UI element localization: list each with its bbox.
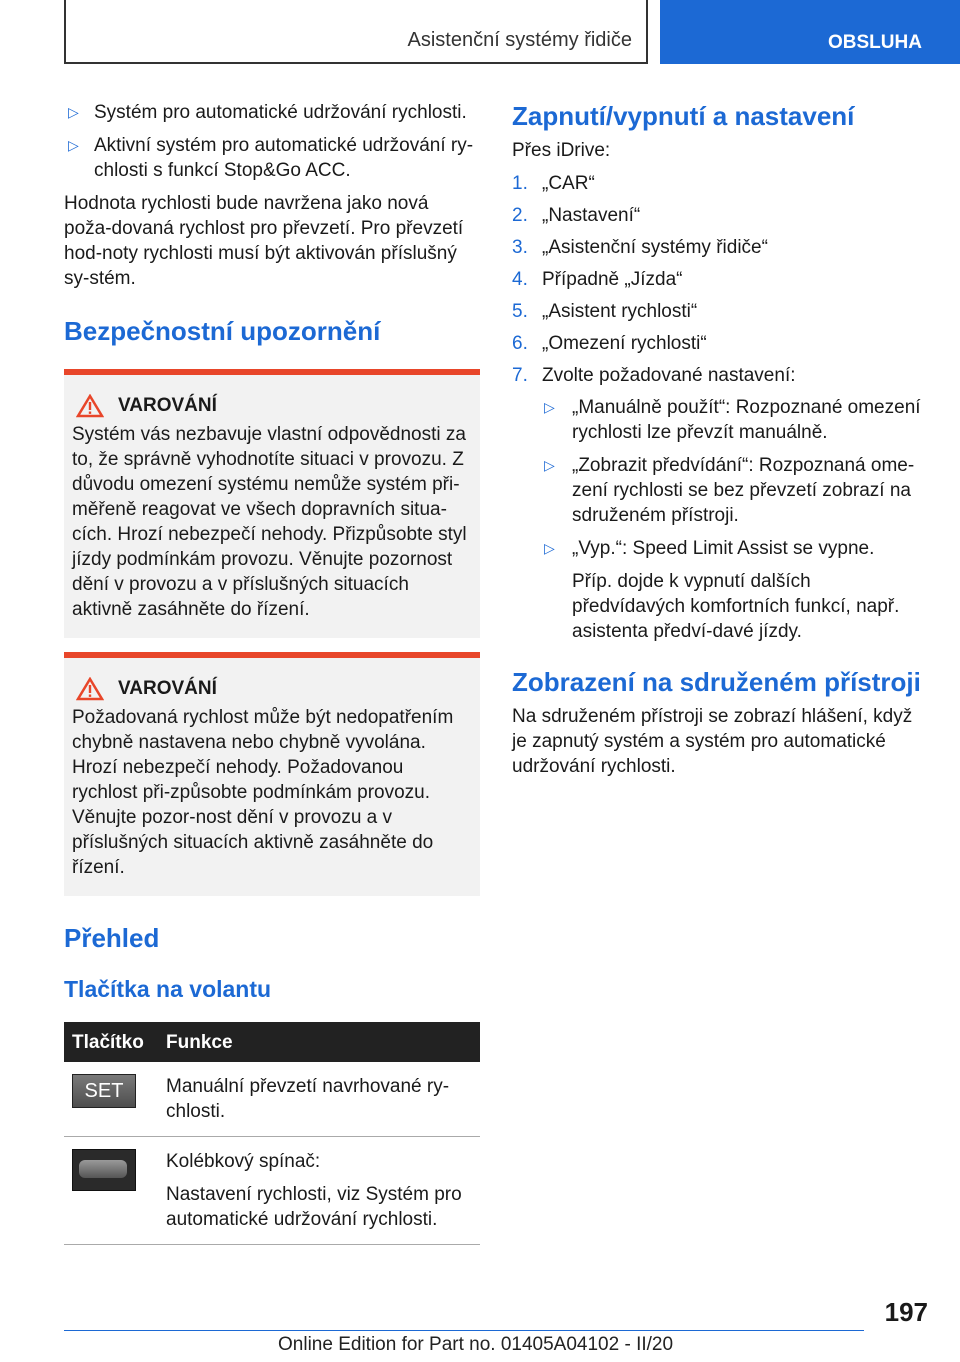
triangle-right-icon: ▷ (544, 540, 555, 556)
paragraph: Hodnota rychlosti bude navržena jako nová poža-dovaná rychlost pro převzetí. Pro převzetí hod-noty rychlosti musí být aktivován příslušný sy-stém. (64, 193, 464, 289)
list-item: 7. Zvolte požadované nastavení: (512, 365, 796, 386)
triangle-right-icon: ▷ (68, 104, 79, 120)
list-item: 2. „Nastavení“ (512, 205, 641, 226)
heading-onoff: Zapnutí/vypnutí a nastavení (512, 101, 855, 131)
paragraph: Přes iDrive: (512, 140, 611, 161)
chapter-tab[interactable]: OBSLUHA (660, 0, 960, 64)
list-item: ▷ Aktivní systém pro automatické udržování ry-chlosti s funkcí Stop&Go ACC. (68, 135, 474, 181)
heading-display: Zobrazení na sdruženém přístroji (512, 667, 921, 697)
rocker-switch-icon (72, 1149, 136, 1191)
table-header: Tlačítko (64, 1022, 158, 1062)
list-item: 6. „Omezení rychlosti“ (512, 333, 707, 354)
heading-safety: Bezpečnostní upozornění (64, 316, 381, 346)
section-title: Asistenční systémy řidiče (407, 29, 632, 51)
table-header: Funkce (158, 1022, 480, 1062)
page-number: 197 (884, 1297, 928, 1327)
list-item: ▷ „Vyp.“: Speed Limit Assist se vypne. (544, 538, 875, 559)
list-item: 5. „Asistent rychlosti“ (512, 301, 698, 322)
table-row: SET Manuální převzetí navrhované ry-chlosti. (64, 1062, 480, 1137)
list-item: ▷ „Zobrazit předvídání“: Rozpoznaná ome-zení rychlosti se bez převzetí zobrazí na sdruženém přístroji. (544, 455, 915, 526)
table-row: Kolébkový spínač: Nastavení rychlosti, viz Systém pro automatické udržování rychlosti. (64, 1137, 480, 1245)
heading-overview: Přehled (64, 923, 160, 953)
list-item: 4. Případně „Jízda“ (512, 269, 683, 290)
warning-box (64, 652, 480, 896)
footer-divider (64, 1330, 864, 1331)
list-item: 3. „Asistenční systémy řidiče“ (512, 237, 768, 258)
warning-text: Systém vás nezbavuje vlastní odpovědnosti za to, že správně vyhodnotíte situaci v provozu. Z důvodu omezení systému nemůže systém při-měřeně reagovat ve všech dopravních situa-cích. Hrozí nebezpečí nehody. Přizpůsobte styl jízdy podmínkám provozu. Věnujte pozornost dění v provozu a v příslušných situacích aktivně zasáhněte do řízení. (72, 424, 467, 620)
header-frame (64, 0, 648, 64)
triangle-right-icon: ▷ (544, 457, 555, 473)
triangle-right-icon: ▷ (544, 399, 555, 415)
list-item: ▷ „Manuálně použít“: Rozpoznané omezení rychlosti lze převzít manuálně. (544, 397, 921, 443)
list-item: 1. „CAR“ (512, 173, 595, 194)
warning-box (64, 369, 480, 638)
paragraph: Na sdruženém přístroji se zobrazí hlášení, když je zapnutý systém a systém pro automatické udržování rychlosti. (512, 706, 913, 777)
buttons-table (64, 1022, 480, 1245)
heading-buttons: Tlačítka na volantu (64, 976, 272, 1002)
warning-title: VAROVÁNÍ (118, 678, 217, 699)
footer-edition: Online Edition for Part no. 01405A04102 - II/20 (278, 1334, 674, 1355)
warning-text: Požadovaná rychlost může být nedopatřením chybně nastavena nebo chybně vyvolána. Hrozí nebezpečí nehody. Požadovanou rychlost při-způsobte podmínkám provozu. Věnujte pozor-nost dění v provozu a v příslušných situacích aktivně zasáhněte do řízení. (72, 707, 454, 878)
set-button-icon: SET (72, 1074, 136, 1108)
left-column (64, 100, 480, 1245)
warning-title: VAROVÁNÍ (118, 395, 217, 416)
paragraph: Příp. dojde k vypnutí dalších předvídavých komfortních funkcí, např. asistenta předví-davé jízdy. (572, 571, 900, 642)
warning-triangle-icon (76, 677, 104, 701)
list-item: ▷ Systém pro automatické udržování rychlosti. (68, 102, 467, 123)
warning-triangle-icon (76, 394, 104, 418)
right-column (512, 100, 928, 787)
triangle-right-icon: ▷ (68, 137, 79, 153)
